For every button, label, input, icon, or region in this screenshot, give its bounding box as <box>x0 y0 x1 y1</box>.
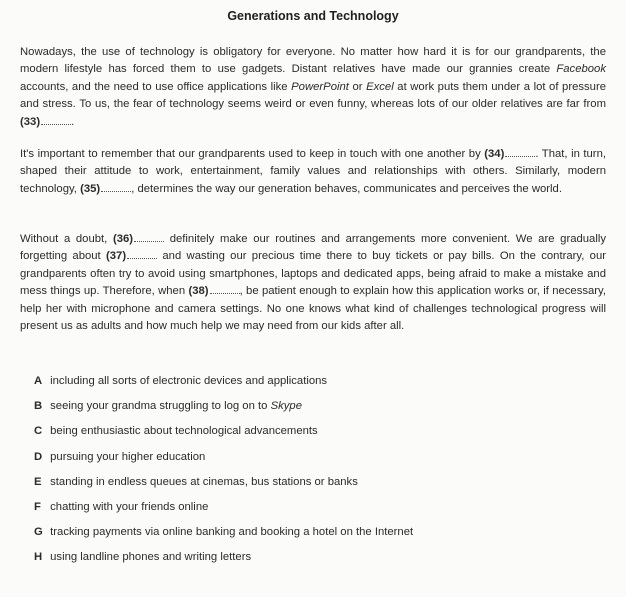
p3-text-c: and wasting our precious time there to buy tickets or pay bills. On the contrary, our grandparents often try to avoid using smartphones, laptops and dedicated apps, being afraid to make a mistake and mess things up. Therefore, when <box>20 250 606 298</box>
option-h[interactable] <box>34 549 594 574</box>
p3-text-b: definitely make our routines and arrangements more convenient. We are gradually forgetting about <box>20 233 607 263</box>
p2-text-b: . That, in turn, shaped their attitude to work, entertainment, family values and relationships with others. Similarly, modern technology, <box>20 148 606 195</box>
option-letter: F <box>34 500 41 513</box>
paragraph-1 <box>20 44 606 131</box>
p1-text-d: at work puts them under a lot of pressure and stress. To us, the fear of technology seems weird or even funny, whereas lots of our older relatives are far from <box>20 80 606 111</box>
option-letter: C <box>34 425 43 438</box>
gap-36-number: (36) <box>112 233 134 245</box>
gap-37-blank[interactable] <box>127 250 157 259</box>
gap-33-blank[interactable] <box>41 116 71 125</box>
gap-37-number: (37) <box>106 250 127 263</box>
option-text: seeing your grandma struggling to log on to <box>50 400 271 413</box>
option-text: chatting with your friends online <box>50 500 209 513</box>
option-d[interactable] <box>34 449 594 474</box>
p1-powerpoint: PowerPoint <box>291 80 349 93</box>
option-text: being enthusiastic about technological advancements <box>50 425 318 438</box>
answer-options <box>34 373 594 575</box>
option-e[interactable] <box>34 474 594 499</box>
gap-35-blank[interactable] <box>101 183 131 192</box>
p1-text-c: or <box>348 80 367 93</box>
p2-text-a: It's important to remember that our grandparents used to keep in touch with one another by <box>20 148 485 160</box>
gap-36-blank[interactable] <box>134 233 164 242</box>
gap-34-blank[interactable] <box>505 148 535 157</box>
option-text: pursuing your higher education <box>50 450 206 463</box>
option-g[interactable] <box>34 524 594 549</box>
gap-38-number: (38) <box>188 285 209 298</box>
p2-text-c: , determines the way our generation behaves, communicates and perceives the world. <box>131 182 562 195</box>
page-title: Generations and Technology <box>227 9 399 23</box>
option-text-italic: Skype <box>270 400 302 413</box>
option-letter: A <box>34 375 43 387</box>
p3-text-d: , be patient enough to explain how this application works or, if necessary, help her with microphone and camera settings. No one knows what kind of challenges technological progress will present us as adults and how much help we may need from our kids after all. <box>20 285 607 333</box>
gap-33-number: (33) <box>20 115 41 128</box>
option-letter: E <box>34 475 42 488</box>
option-a[interactable] <box>34 373 594 398</box>
p1-facebook: Facebook <box>556 63 606 76</box>
option-text: including all sorts of electronic devices and applications <box>50 375 328 387</box>
option-letter: B <box>34 400 43 413</box>
p1-text-a: Nowadays, the use of technology is obligatory for everyone. No matter how hard it is for our grandparents, the modern lifestyle has forced them to use gadgets. Distant relatives have made our grannies create <box>20 46 606 76</box>
option-text: tracking payments via online banking and booking a hotel on the Internet <box>50 526 414 539</box>
p1-text-b: accounts, and the need to use office applications like <box>20 80 292 93</box>
gap-38-blank[interactable] <box>210 285 240 294</box>
p1-text-e: . <box>71 115 75 128</box>
paragraph-3 <box>20 231 606 335</box>
option-b[interactable] <box>34 398 594 423</box>
option-letter: D <box>34 450 43 463</box>
paragraph-2 <box>20 146 606 198</box>
p1-excel: Excel <box>366 80 394 93</box>
option-f[interactable] <box>34 499 594 524</box>
option-text: standing in endless queues at cinemas, bus stations or banks <box>50 475 358 488</box>
option-text: using landline phones and writing letters <box>50 551 252 564</box>
gap-34-number: (34) <box>484 148 505 160</box>
gap-35-number: (35) <box>80 182 101 195</box>
option-c[interactable] <box>34 423 594 448</box>
option-letter: H <box>34 551 43 564</box>
p3-text-a: Without a doubt, <box>20 233 113 245</box>
option-letter: G <box>34 526 43 539</box>
